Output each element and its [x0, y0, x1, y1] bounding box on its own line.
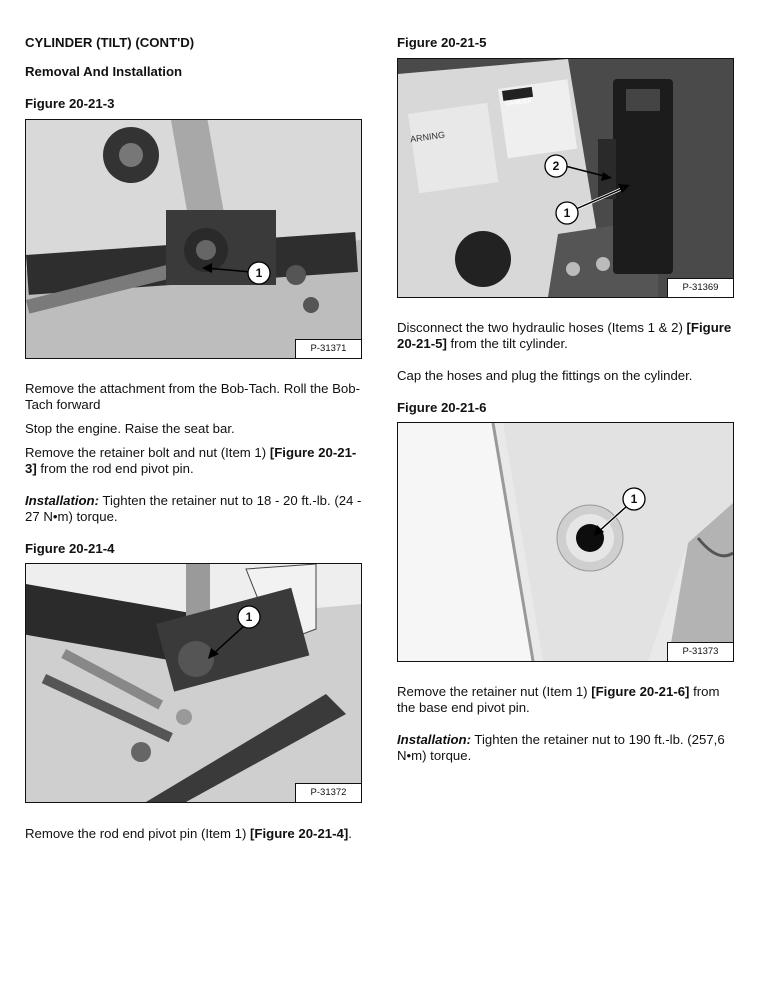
text: Remove the rod end pivot pin (Item 1): [25, 826, 251, 841]
text: Tighten the retainer nut to 18 - 20 ft.-lb. (24 - 27 N•m) torque.: [25, 493, 362, 524]
figure-caption-3: Figure 20-21-3: [25, 96, 115, 111]
photo-illustration: [398, 423, 733, 661]
photo-id-label: P-31373: [667, 642, 733, 661]
photo-illustration: [26, 120, 361, 358]
photo-id-label: P-31371: [295, 339, 361, 358]
figure-20-21-3-photo: [25, 119, 362, 359]
callout-2: 2: [552, 159, 560, 173]
callout-1: 1: [255, 266, 263, 280]
text: Remove the retainer bolt and nut (Item 1): [25, 445, 270, 460]
paragraph: [25, 493, 362, 525]
photo-illustration: [398, 59, 733, 297]
installation-label: Installation:: [25, 493, 99, 508]
text: Remove the retainer nut (Item 1): [397, 684, 592, 699]
figure-20-21-4-photo: [25, 563, 362, 803]
text: from the base end pivot pin.: [397, 684, 720, 715]
paragraph: Cap the hoses and plug the fittings on the cylinder.: [397, 368, 693, 383]
callout-1: 1: [245, 610, 253, 624]
paragraph: [25, 826, 362, 842]
figure-reference: [Figure 20-21-3]: [25, 445, 357, 476]
paragraph: [397, 684, 734, 716]
text: Disconnect the two hydraulic hoses (Items 1 & 2): [397, 320, 687, 335]
text: Tighten the retainer nut to 190 ft.-lb. (257,6 N•m) torque.: [397, 732, 725, 763]
paragraph: [397, 320, 734, 352]
subsection-title: Removal And Installation: [25, 64, 183, 79]
figure-20-21-6-photo: [397, 422, 734, 662]
section-title: CYLINDER (TILT) (CONT'D): [25, 35, 195, 50]
paragraph: Stop the engine. Raise the seat bar.: [25, 421, 235, 436]
danger-decal-text: DANGER: [505, 98, 533, 108]
text: from the rod end pivot pin.: [36, 461, 194, 476]
installation-label: Installation:: [397, 732, 471, 747]
photo-id-label: P-31372: [295, 783, 361, 802]
figure-caption-6: Figure 20-21-6: [397, 400, 487, 415]
figure-caption-4: Figure 20-21-4: [25, 541, 115, 556]
paragraph: [25, 445, 362, 477]
callout-1: 1: [563, 206, 571, 220]
text: .: [348, 826, 352, 841]
warning-decal-text: ARNING: [409, 129, 446, 145]
photo-id-label: P-31369: [667, 278, 733, 297]
paragraph: Remove the attachment from the Bob-Tach. Roll the Bob-Tach forward: [25, 381, 360, 412]
figure-reference: [Figure 20-21-5]: [397, 320, 732, 351]
figure-reference: [Figure 20-21-4]: [250, 826, 349, 841]
photo-illustration: [26, 564, 361, 802]
text: from the tilt cylinder.: [446, 336, 568, 351]
paragraph: [397, 732, 734, 764]
figure-reference: [Figure 20-21-6]: [591, 684, 690, 699]
callout-1: 1: [630, 492, 638, 506]
figure-20-21-5-photo: [397, 58, 734, 298]
figure-caption-5: Figure 20-21-5: [397, 35, 487, 50]
